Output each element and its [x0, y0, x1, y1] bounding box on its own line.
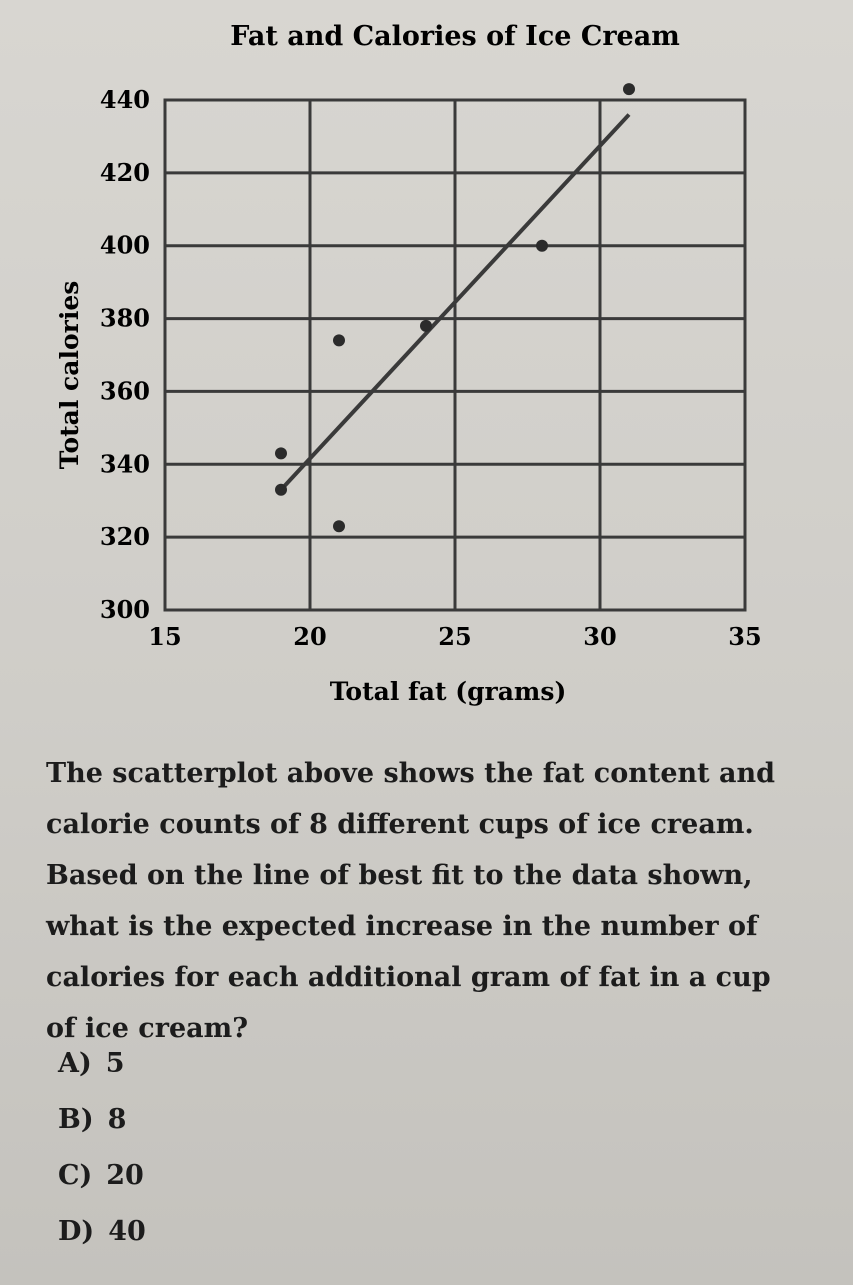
y-tick-label: 360 — [99, 376, 150, 406]
choice-value: 8 — [107, 1104, 127, 1135]
y-tick-label: 380 — [99, 303, 150, 333]
data-point — [333, 520, 345, 532]
x-tick-label: 20 — [293, 622, 327, 651]
choice-value: 20 — [106, 1160, 144, 1191]
y-tick-labels — [100, 85, 150, 624]
data-point — [420, 320, 432, 332]
choice-value: 40 — [108, 1216, 146, 1247]
y-tick-label: 440 — [99, 85, 150, 114]
x-tick-label: 25 — [438, 622, 472, 651]
data-point — [275, 484, 287, 496]
choice-b[interactable] — [58, 1104, 146, 1160]
y-tick-label: 400 — [99, 230, 150, 260]
choice-letter: A) — [58, 1048, 92, 1079]
y-tick-label: 300 — [99, 595, 150, 624]
y-tick-label: 420 — [99, 157, 150, 187]
x-tick-label: 15 — [148, 622, 182, 651]
data-point — [623, 83, 635, 95]
data-point — [275, 447, 287, 459]
y-axis-label: Total calories — [55, 280, 84, 470]
choice-c[interactable] — [58, 1160, 146, 1216]
answer-choices — [58, 1048, 146, 1272]
grid-lines — [165, 100, 745, 610]
question-text: The scatterplot above shows the fat content and calorie counts of 8 different cups of ice cream. Based on the line of best fit to the data shown, what is the expected increase in the number of calories for each additional gram of fat in a cup of ice cream? — [46, 758, 776, 1044]
choice-value: 5 — [105, 1048, 125, 1079]
chart-title: Fat and Calories of Ice Cream — [230, 21, 680, 52]
choice-a[interactable] — [58, 1048, 146, 1104]
x-axis-label: Total fat (grams) — [329, 677, 567, 706]
choice-d[interactable] — [58, 1216, 146, 1272]
data-point — [536, 240, 548, 252]
y-tick-label: 320 — [99, 522, 150, 552]
data-point — [333, 334, 345, 346]
choice-letter: B) — [58, 1104, 94, 1135]
x-tick-labels — [148, 622, 761, 651]
y-tick-label: 340 — [99, 449, 150, 479]
choice-letter: C) — [58, 1160, 93, 1191]
x-tick-label: 35 — [728, 622, 762, 651]
x-tick-label: 30 — [583, 622, 617, 651]
choice-letter: D) — [58, 1216, 95, 1247]
